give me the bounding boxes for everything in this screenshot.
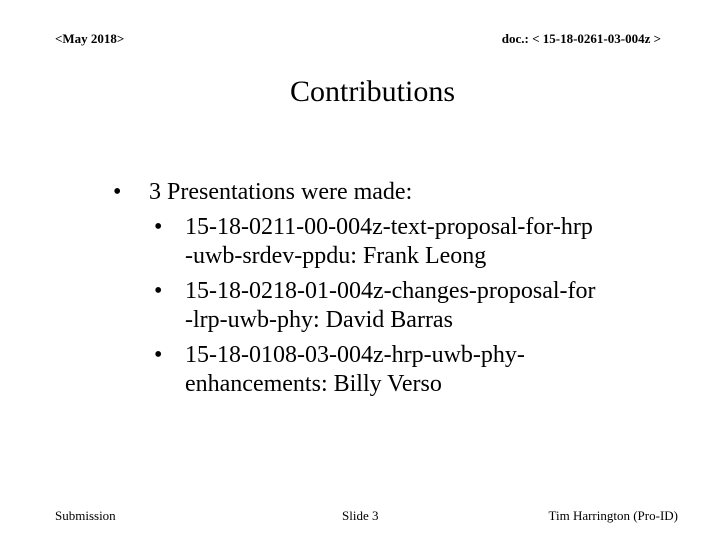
header-doc-id: doc.: < 15-18-0261-03-004z > xyxy=(501,31,661,46)
sub-bullet-line: 15-18-0211-00-004z-text-proposal-for-hrp xyxy=(185,214,593,240)
sub-bullet-line: enhancements: Billy Verso xyxy=(185,371,442,397)
sub-bullet-marker: • xyxy=(154,278,163,304)
footer-slide-number: Slide 3 xyxy=(342,508,379,523)
bullet-marker: • xyxy=(113,179,122,205)
sub-bullet-marker: • xyxy=(154,214,163,240)
footer-author: Tim Harrington (Pro-ID) xyxy=(548,508,678,523)
sub-bullet-line: -uwb-srdev-ppdu: Frank Leong xyxy=(185,243,487,269)
sub-bullet-line: 15-18-0218-01-004z-changes-proposal-for xyxy=(185,278,596,304)
bullet-text: 3 Presentations were made: xyxy=(149,179,413,205)
bullet-list xyxy=(113,178,683,399)
sub-bullet-marker: • xyxy=(154,342,163,368)
sub-bullet-line: -lrp-uwb-phy: David Barras xyxy=(185,307,453,333)
slide-title: Contributions xyxy=(289,75,455,108)
header-date: <May 2018> xyxy=(55,31,125,46)
sub-bullet-item xyxy=(113,213,683,271)
bullet-item xyxy=(113,178,683,207)
sub-bullet-item xyxy=(113,341,683,399)
sub-bullet-item xyxy=(113,277,683,335)
sub-bullet-line: 15-18-0108-03-004z-hrp-uwb-phy- xyxy=(185,342,525,368)
footer-submission: Submission xyxy=(55,508,116,523)
